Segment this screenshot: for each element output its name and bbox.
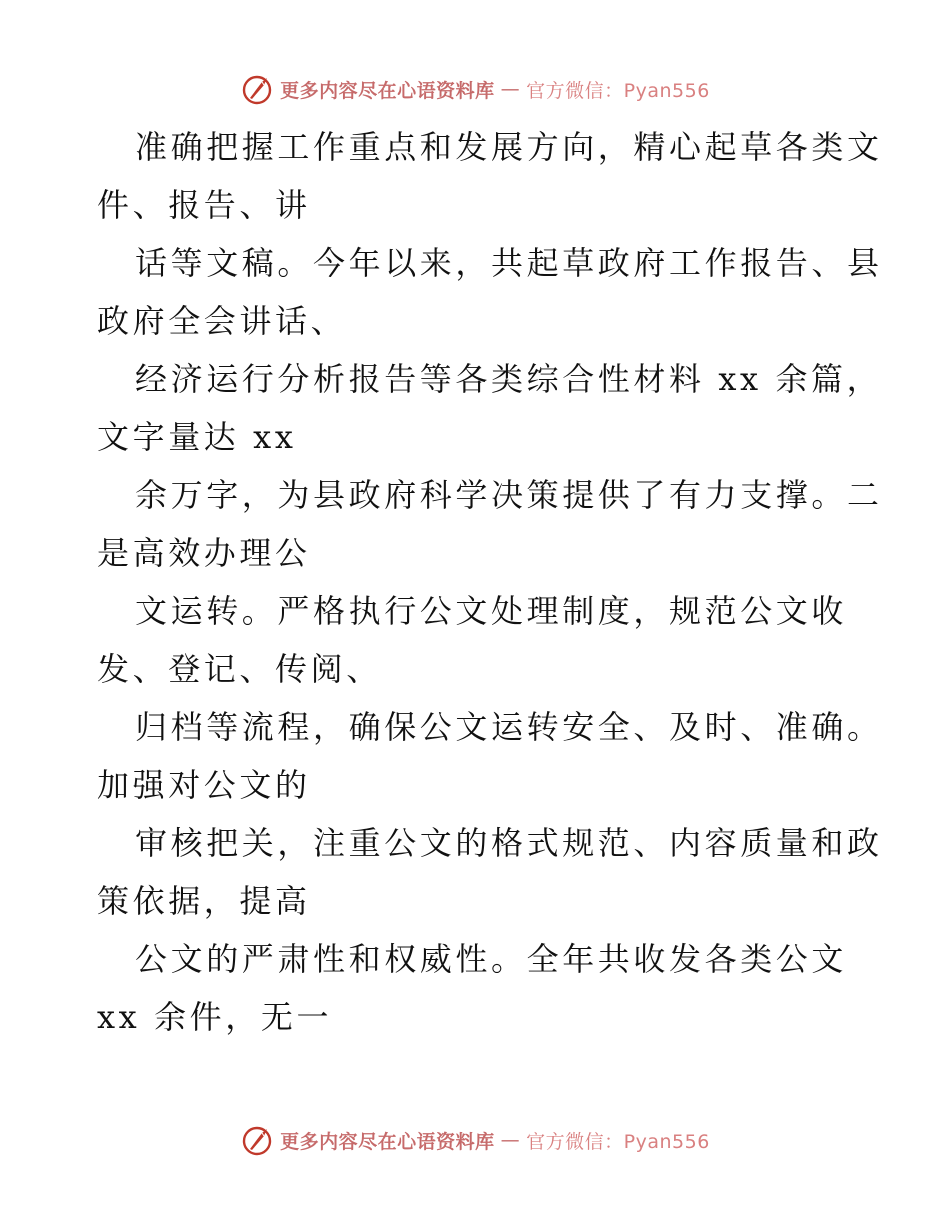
header-banner [0, 72, 950, 106]
text-line: 文字量达 xx [97, 418, 297, 456]
quill-pen-logo-icon [240, 1123, 274, 1157]
banner-separator: — [500, 1129, 521, 1151]
text-line: 政府全会讲话、 [97, 302, 347, 340]
text-line: 经济运行分析报告等各类综合性材料 xx 余篇， [135, 360, 883, 398]
text-line: 是高效办理公 [97, 534, 311, 572]
text-line: 准确把握工作重点和发展方向，精心起草各类文 [135, 128, 883, 166]
banner-separator: — [500, 78, 521, 100]
text-line: 件、报告、讲 [97, 186, 311, 224]
footer-banner [0, 1123, 950, 1157]
text-line: 审核把关，注重公文的格式规范、内容质量和政 [135, 824, 883, 862]
banner-wechat-text: 官方微信：Pyan556 [526, 1130, 710, 1153]
text-line: xx 余件，无一 [97, 998, 333, 1036]
text-line: 策依据，提高 [97, 882, 311, 920]
text-line: 余万字，为县政府科学决策提供了有力支撑。二 [135, 476, 883, 514]
document-body [97, 118, 883, 1046]
text-line: 话等文稿。今年以来，共起草政府工作报告、县 [135, 244, 883, 282]
banner-main-text: 更多内容尽在心语资料库 [280, 79, 495, 102]
text-line: 加强对公文的 [97, 766, 311, 804]
text-line: 公文的严肃性和权威性。全年共收发各类公文 [135, 940, 848, 978]
text-line: 归档等流程，确保公文运转安全、及时、准确。 [135, 708, 883, 746]
text-line: 文运转。严格执行公文处理制度，规范公文收 [135, 592, 848, 630]
banner-main-text: 更多内容尽在心语资料库 [280, 1130, 495, 1153]
quill-pen-logo-icon [240, 72, 274, 106]
banner-wechat-text: 官方微信：Pyan556 [526, 79, 710, 102]
text-line: 发、登记、传阅、 [97, 650, 382, 688]
